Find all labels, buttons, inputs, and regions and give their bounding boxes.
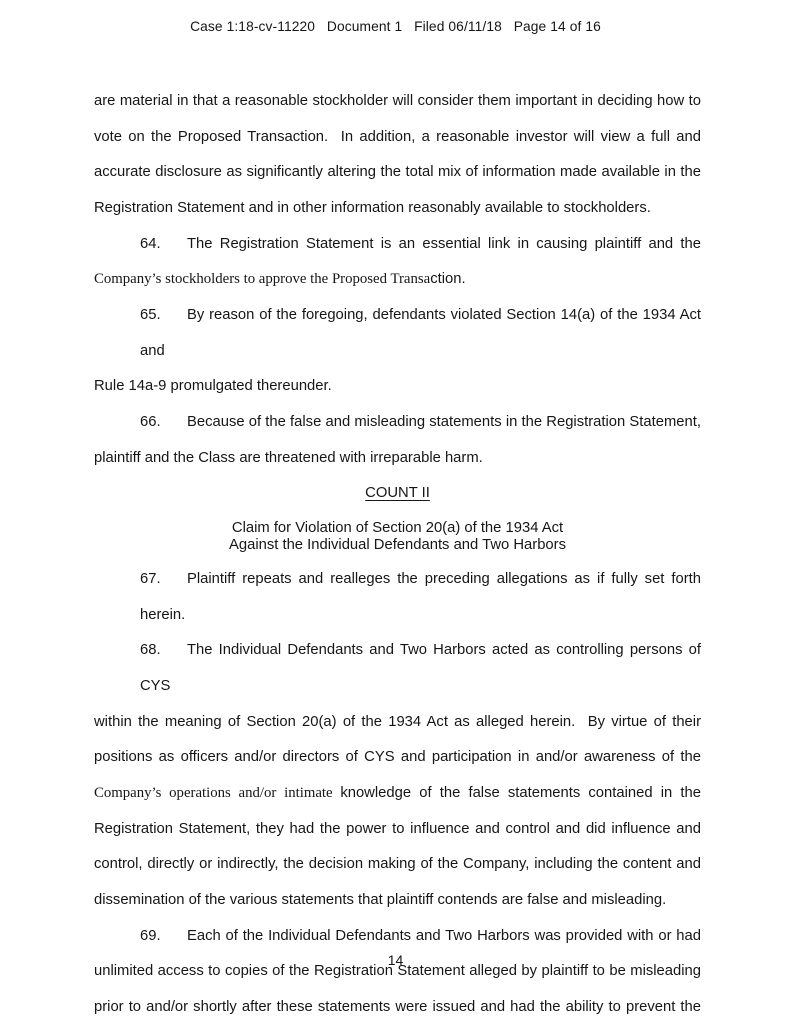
document-line <box>94 298 701 369</box>
text-run: prior to and/or shortly after these statements were issued and had the ability to prevent the <box>94 998 701 1015</box>
text-run: Plaintiff repeats and realleges the preceding allegations as if fully set forth herein. <box>140 571 701 623</box>
paragraph-number: 69. <box>140 927 161 944</box>
document-line <box>94 990 701 1024</box>
document-line <box>94 84 701 120</box>
document-line <box>94 919 701 955</box>
document-line <box>94 562 701 633</box>
text-run: accurate disclosure as significantly altering the total mix of information made available in the <box>94 164 701 181</box>
text-run: By reason of the foregoing, defendants violated Section 14(a) of the 1934 Act and <box>140 306 701 359</box>
paragraph-number: 64. <box>140 235 161 252</box>
text-run: Each of the Individual Defendants and Two Harbors was provided with or had <box>187 927 701 944</box>
count-subheading <box>94 520 701 555</box>
page-number: 14 <box>387 952 404 968</box>
serif-text-run: Company’s operations and/or intimate <box>94 785 341 801</box>
text-run: The Registration Statement is an essential link in causing plaintiff and the <box>187 235 701 252</box>
document-line <box>94 776 701 812</box>
text-run: Rule 14a-9 promulgated thereunder. <box>94 378 332 395</box>
paragraph-number: 65. <box>140 306 161 323</box>
document-line <box>94 120 701 156</box>
count-heading: COUNT II <box>365 485 430 502</box>
text-run: Registration Statement and in other information reasonably available to stockholders. <box>94 199 651 216</box>
document-line <box>94 227 701 263</box>
paragraph-number: 67. <box>140 571 161 588</box>
document-line <box>94 369 701 405</box>
document-line <box>94 883 701 919</box>
document-line <box>94 847 701 883</box>
count-subheading-line: Against the Individual Defendants and Two Harbors <box>229 537 566 554</box>
paragraph-number: 66. <box>140 413 161 430</box>
document-line <box>94 155 701 191</box>
text-run: are material in that a reasonable stockholder will consider them important in deciding how to <box>94 93 701 109</box>
text-run: vote on the Proposed Transaction. In addition, a reasonable investor will view a full and <box>94 128 701 145</box>
document-line <box>94 812 701 848</box>
document-line <box>94 405 701 441</box>
document-line <box>94 262 701 298</box>
document-line <box>94 191 701 227</box>
text-run: Registration Statement, they had the power to influence and control and did influence and <box>94 820 701 837</box>
text-run: plaintiff and the Class are threatened with irreparable harm. <box>94 449 483 466</box>
document-line <box>94 740 701 776</box>
document-line <box>94 633 701 704</box>
text-run: dissemination of the various statements that plaintiff contends are false and misleading. <box>94 891 667 908</box>
text-run: unlimited access to copies of the Registration Statement alleged by plaintiff to be misleading <box>94 963 701 980</box>
case-caption-header: Case 1:18-cv-11220 Document 1 Filed 06/11/18 Page 14 of 16 <box>190 19 601 34</box>
count-subheading-line: Claim for Violation of Section 20(a) of the 1934 Act <box>231 519 564 536</box>
text-run: knowledge of the false statements contained in the <box>340 785 701 801</box>
document-body <box>94 84 701 1024</box>
paragraph-number: 68. <box>140 642 161 659</box>
text-run: The Individual Defendants and Two Harbors acted as controlling persons of CYS <box>140 642 701 695</box>
document-line <box>94 705 701 741</box>
text-run: ction. <box>430 271 466 288</box>
serif-text-run: Company’s stockholders to approve the Proposed Transa <box>94 271 431 288</box>
text-run: control, directly or indirectly, the decision making of the Company, including the content and <box>94 856 701 873</box>
text-run: Because of the false and misleading statements in the Registration Statement, <box>187 413 701 430</box>
text-run: within the meaning of Section 20(a) of the 1934 Act as alleged herein. By virtue of their <box>94 713 701 730</box>
document-line <box>94 441 701 477</box>
text-run: positions as officers and/or directors of CYS and participation in and/or awareness of the <box>94 749 701 766</box>
